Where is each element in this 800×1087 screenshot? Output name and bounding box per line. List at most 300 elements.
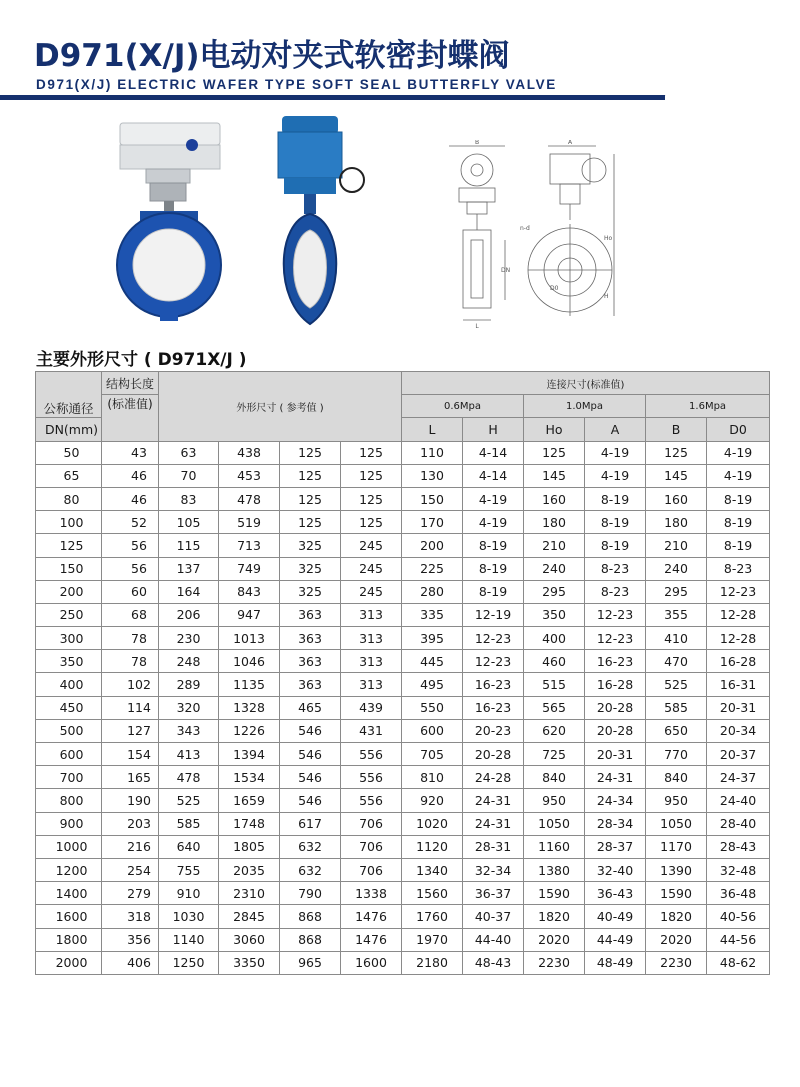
cell-d0-0-6: 335	[402, 603, 463, 626]
cell-l: 127	[102, 719, 159, 742]
cell-h: 137	[159, 557, 219, 580]
cell-nd-1-0: 8-19	[585, 487, 646, 510]
cell-nd-1-0: 4-19	[585, 464, 646, 487]
table-row	[36, 951, 770, 974]
header-nominal-diameter: 公称通径	[36, 372, 102, 418]
cell-d0-1-0: 725	[524, 743, 585, 766]
cell-d0-0-6: 1020	[402, 812, 463, 835]
section-title: 主要外形尺寸 ( D971X/J )	[36, 350, 247, 370]
cell-d0-1-0: 400	[524, 627, 585, 650]
cell-d0-1-0: 1050	[524, 812, 585, 835]
cell-dn: 200	[36, 580, 102, 603]
cell-d0-1-6: 1390	[646, 858, 707, 881]
cell-h: 1140	[159, 928, 219, 951]
cell-dn: 1600	[36, 905, 102, 928]
technical-drawing-side-view	[435, 140, 525, 330]
cell-ho: 1748	[219, 812, 280, 835]
header-pressure-1-6: 1.6Mpa	[646, 395, 770, 418]
cell-ho: 1659	[219, 789, 280, 812]
cell-l: 165	[102, 766, 159, 789]
cell-nd-1-0: 48-49	[585, 951, 646, 974]
cell-nd-0-6: 44-40	[463, 928, 524, 951]
cell-nd-1-6: 12-28	[707, 603, 770, 626]
cell-dn: 150	[36, 557, 102, 580]
cell-nd-0-6: 48-43	[463, 951, 524, 974]
table-row	[36, 673, 770, 696]
cell-dn: 1800	[36, 928, 102, 951]
cell-l: 46	[102, 487, 159, 510]
cell-b: 245	[341, 580, 402, 603]
header-structure-std: (标准值)	[102, 395, 159, 441]
cell-dn: 1200	[36, 858, 102, 881]
cell-b: 313	[341, 650, 402, 673]
cell-ho: 1046	[219, 650, 280, 673]
cell-a: 868	[280, 905, 341, 928]
dim-label-b: B	[474, 140, 480, 146]
cell-l: 356	[102, 928, 159, 951]
cell-h: 585	[159, 812, 219, 835]
cell-h: 105	[159, 511, 219, 534]
cell-nd-0-6: 24-31	[463, 812, 524, 835]
cell-dn: 600	[36, 743, 102, 766]
cell-nd-1-0: 24-31	[585, 766, 646, 789]
cell-nd-1-0: 8-19	[585, 511, 646, 534]
cell-nd-1-6: 16-28	[707, 650, 770, 673]
cell-ho: 519	[219, 511, 280, 534]
cell-a: 363	[280, 650, 341, 673]
valve-photo-white-actuator	[100, 115, 240, 325]
header-pressure-0-6: 0.6Mpa	[402, 395, 524, 418]
cell-d0-1-6: 355	[646, 603, 707, 626]
cell-nd-0-6: 4-19	[463, 511, 524, 534]
cell-l: 78	[102, 627, 159, 650]
cell-dn: 500	[36, 719, 102, 742]
cell-l: 254	[102, 858, 159, 881]
cell-h: 525	[159, 789, 219, 812]
cell-nd-1-6: 24-37	[707, 766, 770, 789]
cell-b: 125	[341, 441, 402, 464]
cell-nd-1-6: 28-40	[707, 812, 770, 835]
cell-l: 68	[102, 603, 159, 626]
cell-nd-1-0: 12-23	[585, 627, 646, 650]
dim-label-d0: D0	[550, 285, 559, 292]
cell-dn: 1000	[36, 835, 102, 858]
table-row	[36, 719, 770, 742]
cell-h: 413	[159, 743, 219, 766]
table-row	[36, 534, 770, 557]
title-underline	[0, 95, 665, 100]
table-row	[36, 557, 770, 580]
cell-d0-0-6: 150	[402, 487, 463, 510]
cell-dn: 400	[36, 673, 102, 696]
cell-l: 406	[102, 951, 159, 974]
cell-a: 325	[280, 580, 341, 603]
cell-d0-1-0: 2020	[524, 928, 585, 951]
cell-a: 632	[280, 858, 341, 881]
cell-b: 1476	[341, 905, 402, 928]
cell-h: 248	[159, 650, 219, 673]
cell-b: 245	[341, 557, 402, 580]
cell-b: 125	[341, 511, 402, 534]
cell-nd-1-0: 8-19	[585, 534, 646, 557]
cell-l: 43	[102, 441, 159, 464]
valve-photo-blue-actuator	[268, 110, 368, 330]
cell-dn: 1400	[36, 882, 102, 905]
cell-dn: 125	[36, 534, 102, 557]
header-col-l: L	[402, 418, 463, 441]
table-row	[36, 627, 770, 650]
cell-h: 164	[159, 580, 219, 603]
cell-d0-1-6: 180	[646, 511, 707, 534]
cell-ho: 1013	[219, 627, 280, 650]
cell-d0-1-6: 160	[646, 487, 707, 510]
cell-nd-0-6: 8-19	[463, 557, 524, 580]
cell-nd-1-0: 20-28	[585, 696, 646, 719]
cell-d0-0-6: 495	[402, 673, 463, 696]
page-title: D971(X/J)电动对夹式软密封蝶阀	[34, 38, 510, 74]
cell-d0-0-6: 1120	[402, 835, 463, 858]
cell-d0-1-0: 160	[524, 487, 585, 510]
cell-nd-1-0: 20-28	[585, 719, 646, 742]
table-row	[36, 650, 770, 673]
cell-nd-1-6: 40-56	[707, 905, 770, 928]
cell-nd-0-6: 12-23	[463, 627, 524, 650]
cell-dn: 65	[36, 464, 102, 487]
header-dn-mm: DN(mm)	[36, 418, 102, 441]
dim-label-a: A	[567, 140, 573, 146]
cell-d0-1-6: 145	[646, 464, 707, 487]
cell-d0-1-6: 585	[646, 696, 707, 719]
cell-d0-0-6: 810	[402, 766, 463, 789]
cell-a: 325	[280, 534, 341, 557]
cell-h: 640	[159, 835, 219, 858]
cell-d0-0-6: 1760	[402, 905, 463, 928]
header-col-h: H	[463, 418, 524, 441]
header-pressure-1-0: 1.0Mpa	[524, 395, 646, 418]
cell-nd-0-6: 8-19	[463, 580, 524, 603]
header-col-ho: Ho	[524, 418, 585, 441]
cell-nd-1-0: 12-23	[585, 603, 646, 626]
cell-d0-1-0: 210	[524, 534, 585, 557]
cell-dn: 300	[36, 627, 102, 650]
cell-nd-1-6: 44-56	[707, 928, 770, 951]
table-row	[36, 812, 770, 835]
cell-ho: 1226	[219, 719, 280, 742]
table-row	[36, 905, 770, 928]
table-row	[36, 511, 770, 534]
cell-h: 115	[159, 534, 219, 557]
cell-l: 114	[102, 696, 159, 719]
cell-nd-1-6: 4-19	[707, 464, 770, 487]
header-col-d0-0-6: D0	[707, 418, 770, 441]
cell-l: 60	[102, 580, 159, 603]
cell-nd-1-0: 16-23	[585, 650, 646, 673]
cell-l: 203	[102, 812, 159, 835]
table-row	[36, 603, 770, 626]
cell-nd-1-6: 28-43	[707, 835, 770, 858]
cell-a: 363	[280, 627, 341, 650]
cell-d0-1-0: 125	[524, 441, 585, 464]
cell-dn: 250	[36, 603, 102, 626]
cell-d0-1-6: 1050	[646, 812, 707, 835]
cell-nd-0-6: 24-28	[463, 766, 524, 789]
cell-d0-0-6: 170	[402, 511, 463, 534]
title-underline-tip	[640, 95, 666, 100]
cell-d0-1-0: 840	[524, 766, 585, 789]
cell-b: 439	[341, 696, 402, 719]
cell-b: 1476	[341, 928, 402, 951]
cell-a: 868	[280, 928, 341, 951]
cell-a: 546	[280, 766, 341, 789]
cell-d0-0-6: 130	[402, 464, 463, 487]
cell-dn: 700	[36, 766, 102, 789]
cell-d0-1-0: 1380	[524, 858, 585, 881]
table-row	[36, 928, 770, 951]
cell-h: 206	[159, 603, 219, 626]
table-row	[36, 789, 770, 812]
cell-h: 63	[159, 441, 219, 464]
cell-b: 313	[341, 673, 402, 696]
dim-label-ho: Ho	[604, 235, 613, 242]
cell-d0-0-6: 2180	[402, 951, 463, 974]
cell-nd-1-0: 28-37	[585, 835, 646, 858]
cell-l: 78	[102, 650, 159, 673]
cell-d0-0-6: 920	[402, 789, 463, 812]
cell-b: 431	[341, 719, 402, 742]
cell-d0-1-0: 295	[524, 580, 585, 603]
cell-nd-0-6: 4-19	[463, 487, 524, 510]
header-col-a: A	[585, 418, 646, 441]
cell-l: 154	[102, 743, 159, 766]
cell-nd-0-6: 16-23	[463, 696, 524, 719]
cell-ho: 749	[219, 557, 280, 580]
dim-label-h: H	[604, 293, 609, 300]
cell-d0-0-6: 395	[402, 627, 463, 650]
cell-nd-1-0: 32-40	[585, 858, 646, 881]
cell-dn: 450	[36, 696, 102, 719]
dimension-table	[35, 371, 770, 975]
cell-d0-1-6: 1590	[646, 882, 707, 905]
cell-a: 965	[280, 951, 341, 974]
cell-l: 46	[102, 464, 159, 487]
cell-b: 706	[341, 812, 402, 835]
cell-h: 230	[159, 627, 219, 650]
cell-h: 70	[159, 464, 219, 487]
cell-d0-1-6: 2020	[646, 928, 707, 951]
dim-label-l: L	[475, 323, 479, 330]
cell-dn: 800	[36, 789, 102, 812]
cell-ho: 2845	[219, 905, 280, 928]
cell-d0-1-6: 240	[646, 557, 707, 580]
cell-ho: 1534	[219, 766, 280, 789]
cell-nd-1-6: 8-19	[707, 511, 770, 534]
cell-b: 313	[341, 603, 402, 626]
cell-d0-0-6: 445	[402, 650, 463, 673]
cell-ho: 3350	[219, 951, 280, 974]
cell-a: 546	[280, 719, 341, 742]
cell-b: 125	[341, 487, 402, 510]
cell-ho: 947	[219, 603, 280, 626]
cell-nd-1-0: 40-49	[585, 905, 646, 928]
table-row	[36, 743, 770, 766]
dim-label-dn: DN	[501, 267, 511, 274]
cell-b: 313	[341, 627, 402, 650]
cell-nd-0-6: 24-31	[463, 789, 524, 812]
cell-d0-1-0: 350	[524, 603, 585, 626]
cell-nd-0-6: 16-23	[463, 673, 524, 696]
cell-nd-0-6: 4-14	[463, 441, 524, 464]
cell-nd-1-0: 4-19	[585, 441, 646, 464]
cell-d0-0-6: 550	[402, 696, 463, 719]
cell-a: 363	[280, 603, 341, 626]
cell-b: 1600	[341, 951, 402, 974]
cell-d0-1-6: 770	[646, 743, 707, 766]
cell-l: 52	[102, 511, 159, 534]
cell-h: 1030	[159, 905, 219, 928]
cell-nd-1-0: 24-34	[585, 789, 646, 812]
cell-h: 755	[159, 858, 219, 881]
cell-nd-1-0: 16-28	[585, 673, 646, 696]
cell-nd-0-6: 8-19	[463, 534, 524, 557]
cell-nd-1-0: 20-31	[585, 743, 646, 766]
cell-nd-0-6: 20-28	[463, 743, 524, 766]
cell-d0-0-6: 200	[402, 534, 463, 557]
cell-d0-1-6: 2230	[646, 951, 707, 974]
table-row	[36, 835, 770, 858]
cell-ho: 843	[219, 580, 280, 603]
cell-ho: 478	[219, 487, 280, 510]
cell-b: 556	[341, 766, 402, 789]
cell-a: 125	[280, 487, 341, 510]
cell-nd-0-6: 32-34	[463, 858, 524, 881]
cell-d0-1-6: 295	[646, 580, 707, 603]
page-subtitle: D971(X/J) ELECTRIC WAFER TYPE SOFT SEAL BUTTERFLY VALVE	[36, 77, 557, 92]
cell-d0-1-6: 210	[646, 534, 707, 557]
cell-h: 910	[159, 882, 219, 905]
cell-nd-0-6: 4-14	[463, 464, 524, 487]
cell-l: 56	[102, 534, 159, 557]
cell-l: 216	[102, 835, 159, 858]
cell-a: 125	[280, 441, 341, 464]
cell-nd-1-6: 36-48	[707, 882, 770, 905]
cell-ho: 1135	[219, 673, 280, 696]
cell-a: 790	[280, 882, 341, 905]
cell-nd-1-6: 32-48	[707, 858, 770, 881]
cell-ho: 1394	[219, 743, 280, 766]
cell-b: 706	[341, 835, 402, 858]
cell-nd-0-6: 28-31	[463, 835, 524, 858]
cell-nd-0-6: 12-23	[463, 650, 524, 673]
cell-d0-1-0: 2230	[524, 951, 585, 974]
cell-a: 546	[280, 789, 341, 812]
cell-a: 325	[280, 557, 341, 580]
cell-nd-0-6: 12-19	[463, 603, 524, 626]
cell-nd-1-6: 8-23	[707, 557, 770, 580]
cell-dn: 80	[36, 487, 102, 510]
cell-a: 632	[280, 835, 341, 858]
cell-l: 279	[102, 882, 159, 905]
cell-d0-1-0: 145	[524, 464, 585, 487]
cell-b: 556	[341, 743, 402, 766]
cell-nd-1-6: 24-40	[707, 789, 770, 812]
cell-d0-1-0: 565	[524, 696, 585, 719]
cell-d0-0-6: 1970	[402, 928, 463, 951]
cell-d0-1-6: 950	[646, 789, 707, 812]
cell-nd-1-6: 20-34	[707, 719, 770, 742]
cell-a: 546	[280, 743, 341, 766]
cell-h: 320	[159, 696, 219, 719]
cell-d0-1-0: 460	[524, 650, 585, 673]
cell-d0-0-6: 705	[402, 743, 463, 766]
cell-l: 190	[102, 789, 159, 812]
cell-d0-0-6: 600	[402, 719, 463, 742]
cell-h: 343	[159, 719, 219, 742]
cell-d0-1-6: 1820	[646, 905, 707, 928]
cell-ho: 453	[219, 464, 280, 487]
cell-nd-0-6: 20-23	[463, 719, 524, 742]
cell-h: 83	[159, 487, 219, 510]
cell-d0-1-0: 180	[524, 511, 585, 534]
cell-h: 1250	[159, 951, 219, 974]
cell-nd-1-0: 8-23	[585, 580, 646, 603]
cell-dn: 50	[36, 441, 102, 464]
cell-nd-1-6: 20-37	[707, 743, 770, 766]
cell-d0-1-6: 410	[646, 627, 707, 650]
cell-b: 1338	[341, 882, 402, 905]
cell-d0-1-6: 1170	[646, 835, 707, 858]
cell-ho: 713	[219, 534, 280, 557]
cell-d0-1-0: 515	[524, 673, 585, 696]
table-row	[36, 580, 770, 603]
table-row	[36, 696, 770, 719]
header-outline-dimensions: 外形尺寸 ( 参考值 )	[159, 372, 402, 442]
technical-drawing-front-view	[520, 140, 620, 335]
cell-ho: 2310	[219, 882, 280, 905]
table-row	[36, 441, 770, 464]
table-row	[36, 858, 770, 881]
cell-b: 125	[341, 464, 402, 487]
cell-nd-0-6: 40-37	[463, 905, 524, 928]
cell-d0-0-6: 280	[402, 580, 463, 603]
cell-dn: 900	[36, 812, 102, 835]
cell-nd-1-6: 8-19	[707, 534, 770, 557]
cell-d0-1-6: 125	[646, 441, 707, 464]
cell-ho: 1805	[219, 835, 280, 858]
cell-d0-1-6: 650	[646, 719, 707, 742]
cell-d0-1-6: 840	[646, 766, 707, 789]
cell-nd-1-6: 12-23	[707, 580, 770, 603]
cell-l: 102	[102, 673, 159, 696]
table-row	[36, 882, 770, 905]
cell-ho: 438	[219, 441, 280, 464]
cell-nd-1-6: 4-19	[707, 441, 770, 464]
cell-h: 478	[159, 766, 219, 789]
cell-nd-1-6: 8-19	[707, 487, 770, 510]
cell-dn: 350	[36, 650, 102, 673]
cell-l: 318	[102, 905, 159, 928]
header-structure-length: 结构长度	[102, 372, 159, 395]
cell-d0-1-0: 620	[524, 719, 585, 742]
cell-ho: 2035	[219, 858, 280, 881]
cell-d0-1-0: 1820	[524, 905, 585, 928]
cell-a: 617	[280, 812, 341, 835]
header-col-b: B	[646, 418, 707, 441]
header-connection-dimensions: 连接尺寸(标准值)	[402, 372, 770, 395]
cell-l: 56	[102, 557, 159, 580]
dim-label-nd: n-d	[520, 225, 530, 232]
cell-a: 125	[280, 464, 341, 487]
cell-h: 289	[159, 673, 219, 696]
